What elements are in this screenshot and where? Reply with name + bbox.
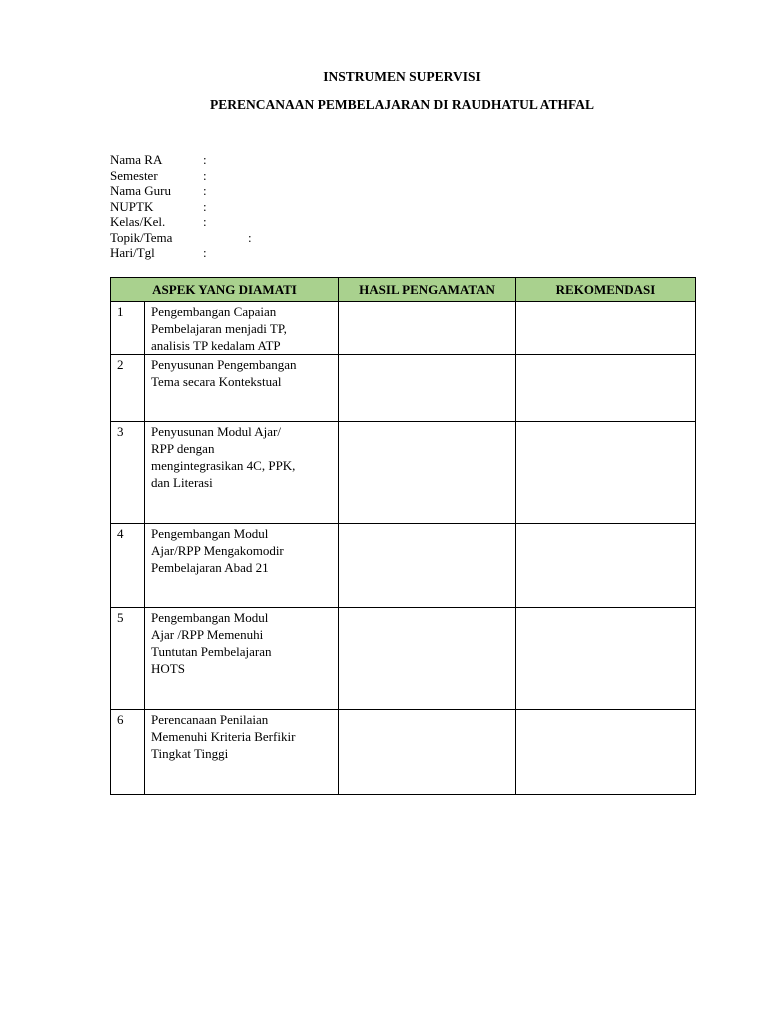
aspect-cell — [145, 608, 339, 710]
field-label: Nama Guru — [110, 183, 172, 198]
rekomendasi-cell[interactable] — [516, 422, 696, 524]
field-hari-tgl — [110, 245, 207, 261]
aspect-cell — [145, 302, 339, 355]
row-number: 2 — [111, 355, 145, 422]
row-number: 3 — [111, 422, 145, 524]
aspect-text: Penyusunan Modul Ajar/ RPP dengan mengintegrasikan 4C, PPK, dan Literasi — [151, 424, 296, 490]
field-colon: : — [203, 152, 207, 167]
hasil-cell[interactable] — [339, 710, 516, 795]
rekomendasi-cell[interactable] — [516, 524, 696, 608]
hasil-cell[interactable] — [339, 608, 516, 710]
aspect-cell — [145, 710, 339, 795]
field-label: Topik/Tema — [110, 229, 173, 245]
hasil-cell[interactable] — [339, 422, 516, 524]
field-colon: : — [203, 245, 207, 260]
table-row — [111, 422, 696, 524]
aspect-text: Pengembangan Capaian Pembelajaran menjadi TP, analisis TP kedalam ATP — [151, 304, 287, 353]
table-row — [111, 524, 696, 608]
rekomendasi-cell[interactable] — [516, 608, 696, 710]
field-label: Semester — [110, 167, 158, 183]
row-number: 1 — [111, 302, 145, 355]
field-label: Hari/Tgl — [110, 245, 155, 260]
hasil-cell[interactable] — [339, 524, 516, 608]
field-nama-ra — [110, 152, 207, 168]
aspect-text: Perencanaan Penilaian Memenuhi Kriteria Berfikir Tingkat Tinggi — [151, 712, 296, 761]
table-row — [111, 355, 696, 422]
row-number: 5 — [111, 608, 145, 710]
table-row — [111, 608, 696, 710]
aspect-cell — [145, 355, 339, 422]
field-colon: : — [203, 183, 207, 198]
table-header-row — [111, 278, 696, 302]
supervision-table — [110, 277, 696, 795]
field-nuptk — [110, 198, 207, 215]
field-colon: : — [203, 167, 207, 183]
field-semester — [110, 167, 207, 184]
field-colon: : — [203, 198, 207, 214]
rekomendasi-cell[interactable] — [516, 302, 696, 355]
field-colon: : — [248, 229, 252, 245]
document-title: INSTRUMEN SUPERVISI — [323, 69, 481, 84]
aspect-text: Pengembangan Modul Ajar /RPP Memenuhi Tuntutan Pembelajaran HOTS — [151, 610, 272, 676]
header-hasil: HASIL PENGAMATAN — [339, 278, 516, 302]
field-label: Nama RA — [110, 152, 163, 167]
field-kelas — [110, 214, 207, 230]
row-number: 6 — [111, 710, 145, 795]
table-row — [111, 302, 696, 355]
hasil-cell[interactable] — [339, 355, 516, 422]
field-colon: : — [203, 214, 207, 229]
aspect-cell — [145, 524, 339, 608]
table-row — [111, 710, 696, 795]
aspect-cell — [145, 422, 339, 524]
aspect-text: Pengembangan Modul Ajar/RPP Mengakomodir Pembelajaran Abad 21 — [151, 526, 284, 575]
row-number: 4 — [111, 524, 145, 608]
field-label: Kelas/Kel. — [110, 214, 166, 229]
field-topik-tema — [110, 229, 252, 246]
aspect-text: Penyusunan Pengembangan Tema secara Kontekstual — [151, 357, 297, 389]
field-label: NUPTK — [110, 198, 154, 214]
header-aspek: ASPEK YANG DIAMATI — [111, 278, 339, 302]
header-rekomendasi: REKOMENDASI — [516, 278, 696, 302]
identity-fields — [110, 152, 252, 261]
field-nama-guru — [110, 183, 207, 199]
rekomendasi-cell[interactable] — [516, 355, 696, 422]
rekomendasi-cell[interactable] — [516, 710, 696, 795]
document-subtitle: PERENCANAAN PEMBELAJARAN DI RAUDHATUL ATHFAL — [209, 97, 595, 112]
hasil-cell[interactable] — [339, 302, 516, 355]
